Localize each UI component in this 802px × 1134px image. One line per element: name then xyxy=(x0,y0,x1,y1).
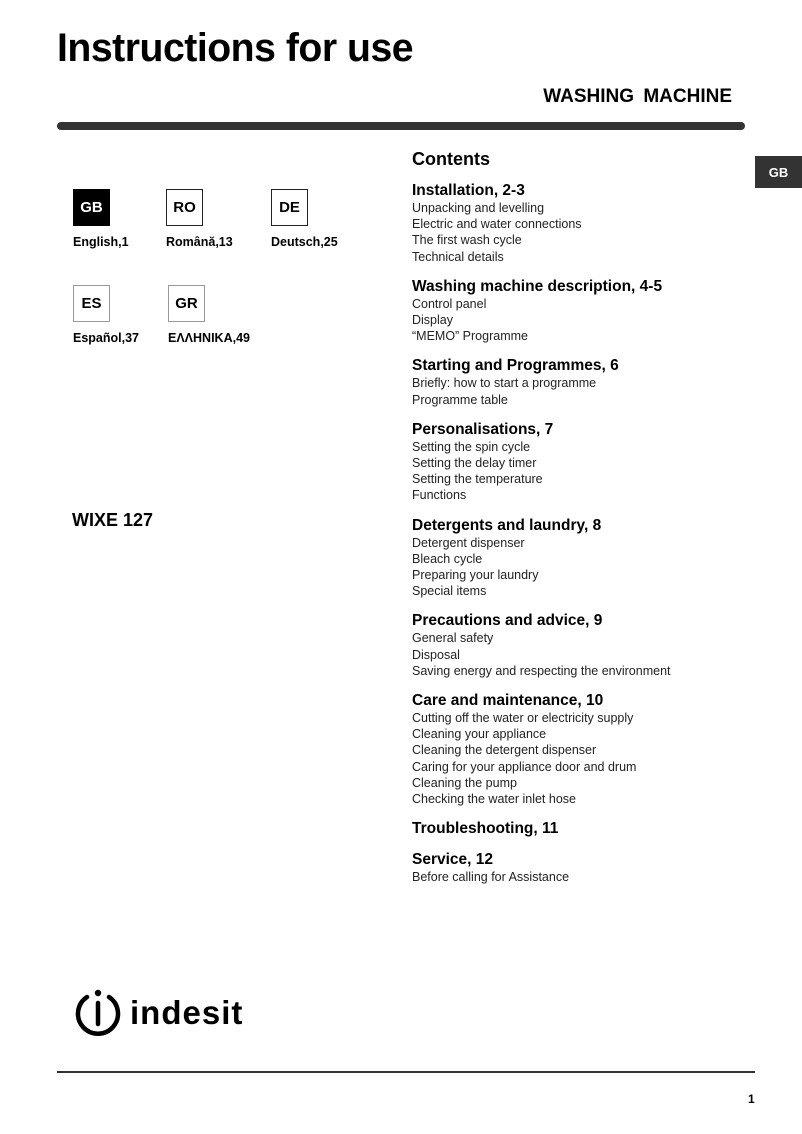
toc-item[interactable]: Programme table xyxy=(412,392,508,407)
toc-item[interactable]: Before calling for Assistance xyxy=(412,870,570,885)
table-of-contents xyxy=(412,149,752,898)
toc-section-title[interactable]: Service, 12 xyxy=(412,851,494,869)
toc-item[interactable]: Caring for your appliance door and drum xyxy=(412,759,637,774)
toc-section-title[interactable]: Personalisations, 7 xyxy=(412,420,554,438)
toc-section-title[interactable]: Care and maintenance, 10 xyxy=(412,692,604,710)
top-divider xyxy=(57,122,745,130)
toc-item[interactable]: Unpacking and levelling xyxy=(412,201,545,215)
toc-section xyxy=(412,612,752,679)
bottom-divider xyxy=(57,1071,755,1073)
language-gb[interactable] xyxy=(73,189,129,249)
language-label: Deutsch,25 xyxy=(271,235,338,249)
toc-item[interactable]: “MEMO” Programme xyxy=(412,329,528,344)
toc-item[interactable]: Disposal xyxy=(412,647,460,662)
toc-section-title[interactable]: Precautions and advice, 9 xyxy=(412,612,603,630)
language-label: ΕΛΛΗΝΙΚΑ,49 xyxy=(168,331,250,345)
toc-item[interactable]: Preparing your laundry xyxy=(412,568,539,583)
language-code-box: GB xyxy=(73,189,110,226)
toc-item[interactable]: Setting the spin cycle xyxy=(412,439,531,454)
toc-item[interactable]: The first wash cycle xyxy=(412,233,522,248)
toc-section xyxy=(412,421,752,504)
language-label: Español,37 xyxy=(73,331,139,345)
toc-section-title[interactable]: Washing machine description, 4-5 xyxy=(412,277,663,295)
toc-item[interactable]: Bleach cycle xyxy=(412,551,483,566)
toc-item[interactable]: Detergent dispenser xyxy=(412,535,525,550)
language-label: Română,13 xyxy=(166,235,233,249)
toc-item[interactable]: Saving energy and respecting the environment xyxy=(412,663,671,678)
toc-section xyxy=(412,517,752,600)
language-code-box: RO xyxy=(166,189,203,226)
toc-section-title[interactable]: Detergents and laundry, 8 xyxy=(412,516,602,534)
toc-section xyxy=(412,851,752,885)
toc-section xyxy=(412,692,752,807)
toc-section-title[interactable]: Installation, 2-3 xyxy=(412,182,525,199)
toc-item[interactable]: Special items xyxy=(412,584,487,599)
toc-section xyxy=(412,820,752,838)
toc-section-title[interactable]: Troubleshooting, 11 xyxy=(412,820,559,838)
toc-section xyxy=(412,278,752,345)
toc-item[interactable]: General safety xyxy=(412,631,494,646)
toc-item[interactable]: Cleaning the detergent dispenser xyxy=(412,743,597,758)
toc-item[interactable]: Display xyxy=(412,313,453,328)
language-es[interactable] xyxy=(73,285,139,345)
toc-item[interactable]: Setting the delay timer xyxy=(412,456,537,471)
toc-section xyxy=(412,182,752,265)
language-side-tab: GB xyxy=(755,156,802,188)
toc-section-title[interactable]: Starting and Programmes, 6 xyxy=(412,357,619,375)
toc-item[interactable]: Electric and water connections xyxy=(412,217,582,232)
toc-item[interactable]: Checking the water inlet hose xyxy=(412,792,576,807)
language-code-box: GR xyxy=(168,285,205,322)
toc-item[interactable]: Setting the temperature xyxy=(412,472,543,487)
page-number: 1 xyxy=(748,1092,755,1106)
language-de[interactable] xyxy=(271,189,338,249)
language-code-box: DE xyxy=(271,189,308,226)
toc-item[interactable]: Cleaning your appliance xyxy=(412,727,547,742)
toc-item[interactable]: Briefly: how to start a programme xyxy=(412,376,597,391)
language-label: English,1 xyxy=(73,235,129,249)
power-i-icon xyxy=(72,988,124,1038)
language-code-box: ES xyxy=(73,285,110,322)
language-gr[interactable] xyxy=(168,285,250,345)
document-title: Instructions for use xyxy=(57,26,414,70)
toc-section xyxy=(412,357,752,407)
toc-item[interactable]: Cleaning the pump xyxy=(412,775,517,790)
language-ro[interactable] xyxy=(166,189,233,249)
toc-item[interactable]: Technical details xyxy=(412,249,504,264)
contents-heading: Contents xyxy=(412,149,490,169)
document-subtitle: WASHING MACHINE xyxy=(543,86,732,107)
brand-name: indesit xyxy=(130,994,244,1031)
model-number: WIXE 127 xyxy=(72,510,154,530)
toc-item[interactable]: Control panel xyxy=(412,296,487,311)
toc-item[interactable]: Cutting off the water or electricity supply xyxy=(412,711,634,726)
toc-item[interactable]: Functions xyxy=(412,488,467,503)
brand-logo xyxy=(72,988,243,1038)
